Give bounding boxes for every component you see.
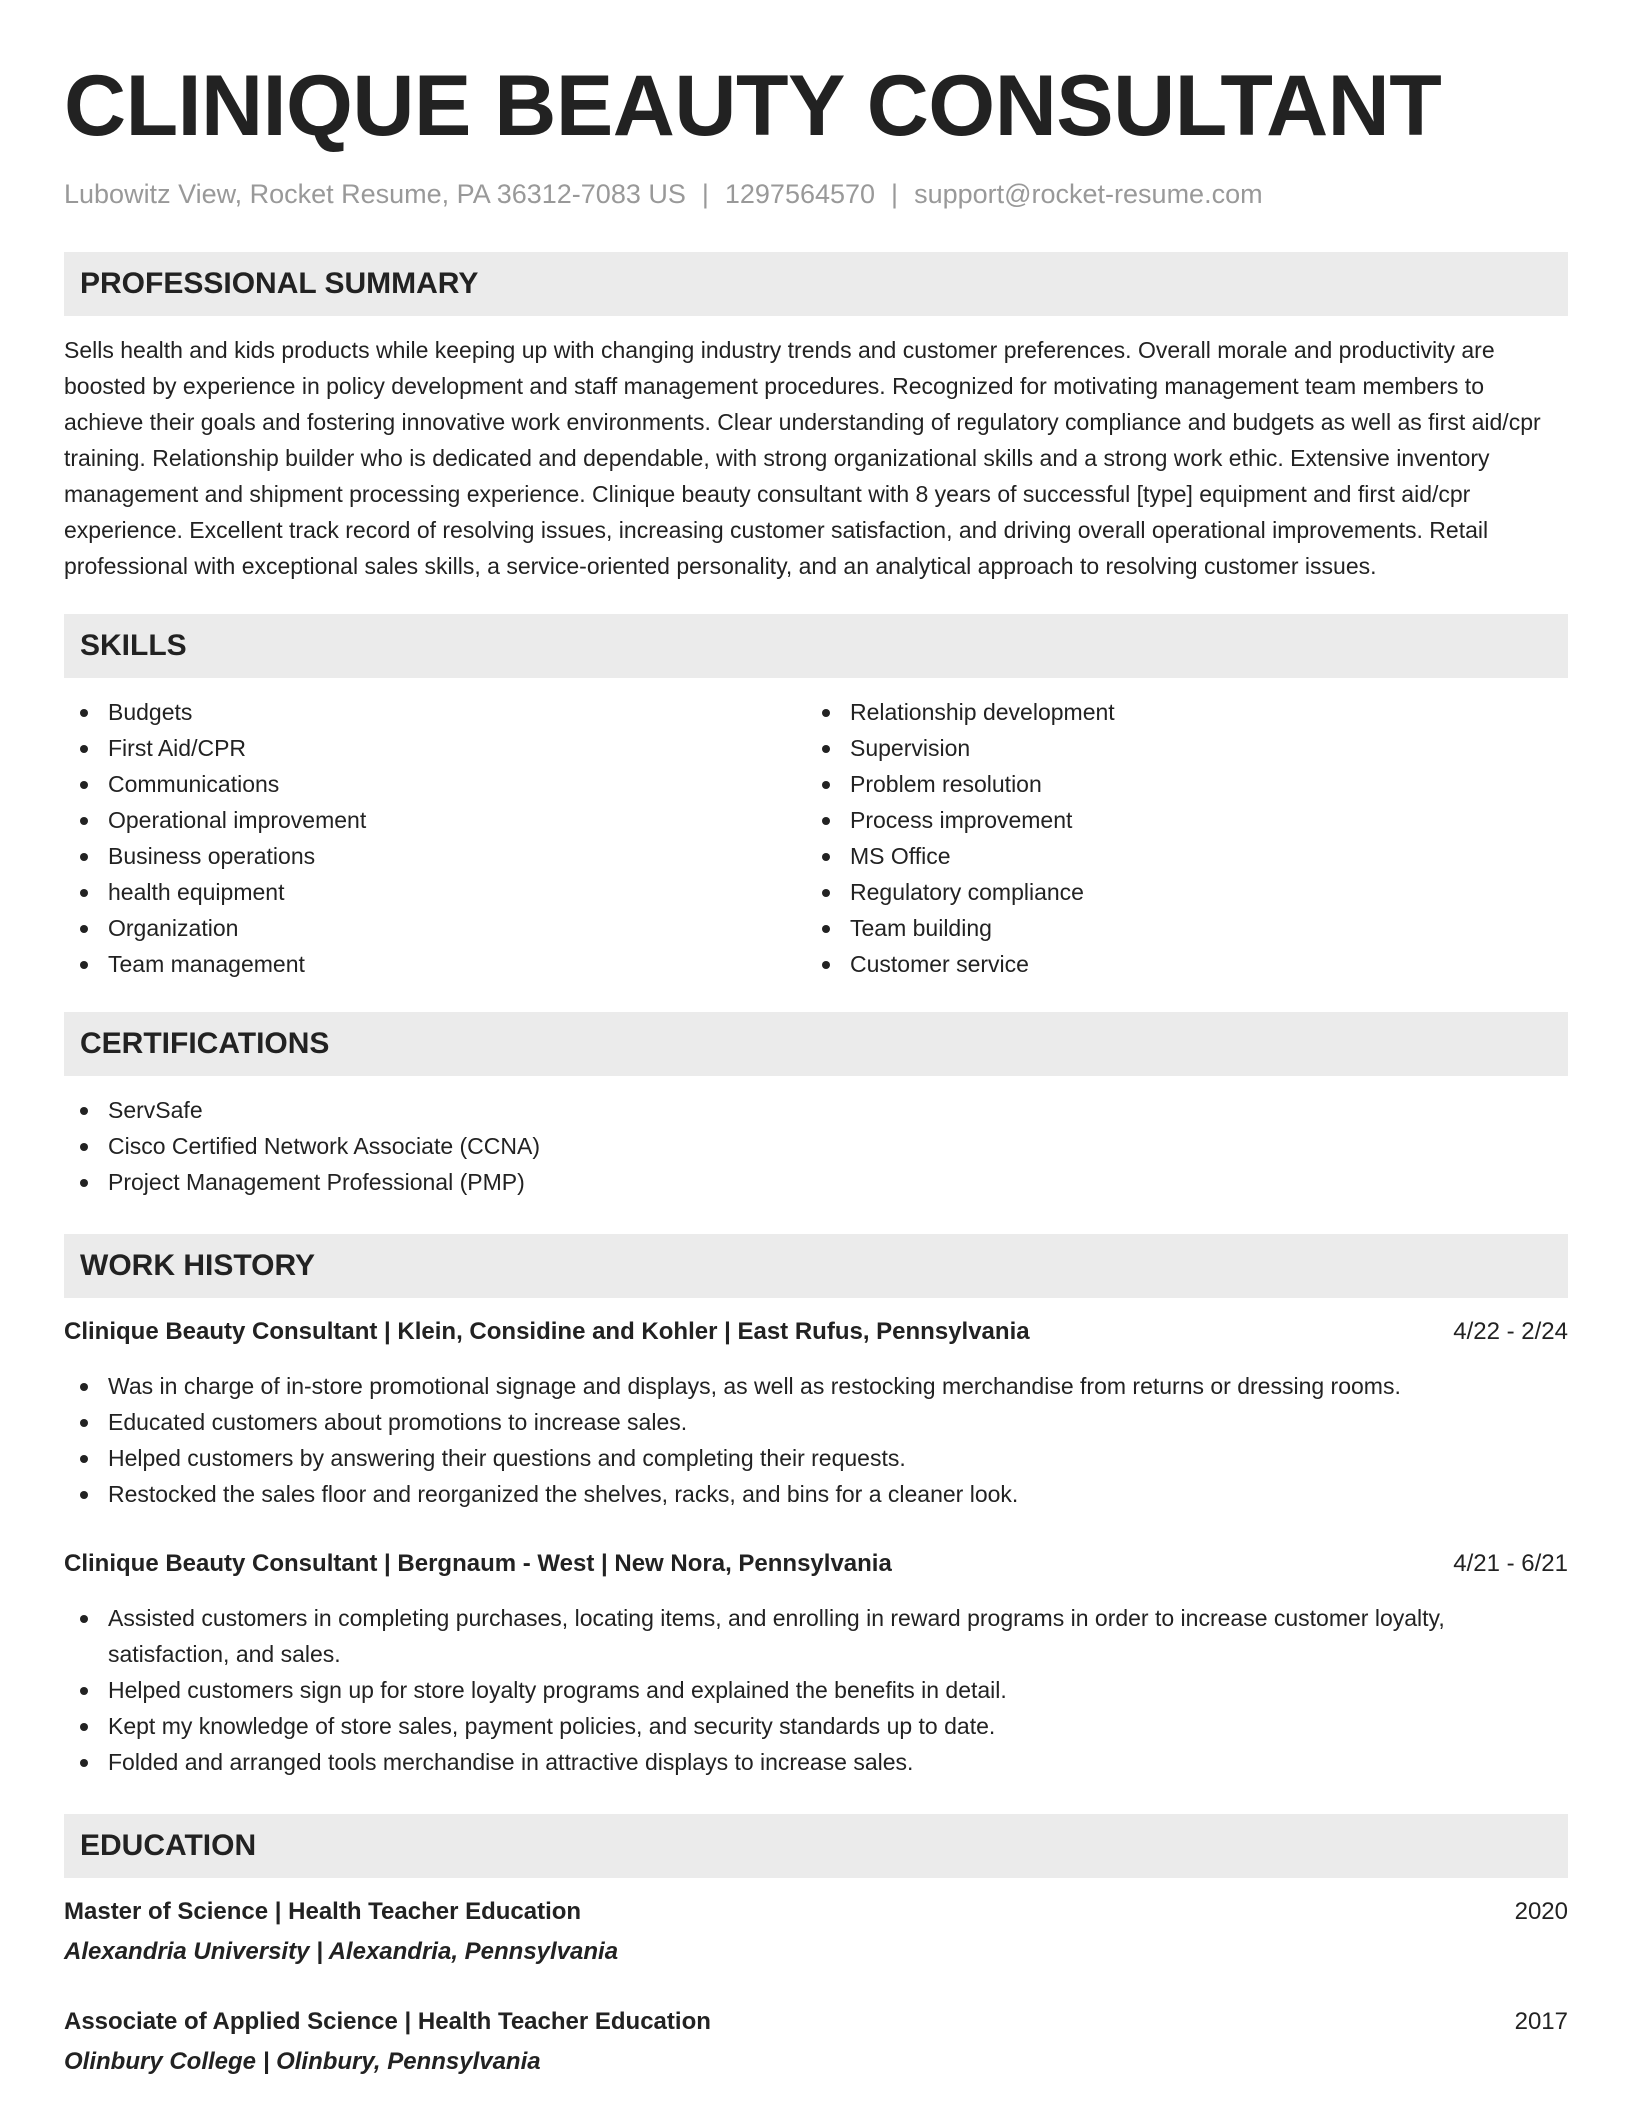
skill-item: Team building: [806, 910, 1548, 946]
job-bullets: [64, 1368, 1568, 1512]
skill-item: Process improvement: [806, 802, 1548, 838]
contact-line: [64, 176, 1568, 212]
job-title: Clinique Beauty Consultant | Klein, Considine and Kohler | East Rufus, Pennsylvania: [64, 1318, 1030, 1345]
skill-item: Communications: [64, 766, 806, 802]
skill-item: Supervision: [806, 730, 1548, 766]
education-entry: [64, 2004, 1568, 2080]
skill-item: Relationship development: [806, 694, 1548, 730]
contact-email: support@rocket-resume.com: [914, 179, 1263, 209]
graduation-year: 2017: [1514, 2008, 1568, 2035]
skills-grid: [64, 694, 1568, 982]
skill-item: Team management: [64, 946, 806, 982]
degree-title: Master of Science | Health Teacher Education: [64, 1898, 582, 1925]
certification-item: Cisco Certified Network Associate (CCNA): [64, 1128, 1568, 1164]
job-bullets: [64, 1600, 1568, 1780]
certification-item: ServSafe: [64, 1092, 1568, 1128]
skill-item: Business operations: [64, 838, 806, 874]
contact-separator: |: [701, 179, 709, 209]
certifications-heading: CERTIFICATIONS: [64, 1012, 1568, 1076]
resume-name: CLINIQUE BEAUTY CONSULTANT: [64, 58, 1442, 154]
job-dates: 4/22 - 2/24: [1453, 1318, 1568, 1345]
skill-item: First Aid/CPR: [64, 730, 806, 766]
skills-left-list: [64, 694, 806, 982]
education-entry: [64, 1894, 1568, 1970]
job-dates: 4/21 - 6/21: [1453, 1550, 1568, 1577]
certifications-list: [64, 1092, 1568, 1200]
summary-text: Sells health and kids products while keeping up with changing industry trends and customer preferences. Overall morale and productivity are boosted by experience in policy development and staff management procedures. Recognized for motivating management team members to achieve their goals and fostering innovative work environments. Clear understanding of regulatory compliance and budgets as well as first aid/cpr training. Relationship builder who is dedicated and dependable, with strong organizational skills and a strong work ethic. Extensive inventory management and shipment processing experience. Clinique beauty consultant with 8 years of successful [type] equipment and first aid/cpr experience. Excellent track record of resolving issues, increasing customer satisfaction, and driving overall operational improvements. Retail professional with exceptional sales skills, a service-oriented personality, and an analytical approach to resolving customer issues.: [64, 337, 1541, 579]
skill-item: MS Office: [806, 838, 1548, 874]
skill-item: health equipment: [64, 874, 806, 910]
work-entry: [64, 1314, 1568, 1512]
job-title: Clinique Beauty Consultant | Bergnaum - West | New Nora, Pennsylvania: [64, 1550, 892, 1577]
graduation-year: 2020: [1514, 1898, 1568, 1925]
skill-item: Operational improvement: [64, 802, 806, 838]
contact-phone: 1297564570: [724, 179, 876, 209]
skills-heading: SKILLS: [64, 614, 1568, 678]
summary-heading: PROFESSIONAL SUMMARY: [64, 252, 1568, 316]
work-entry: [64, 1546, 1568, 1780]
job-bullet: Restocked the sales floor and reorganized the shelves, racks, and bins for a cleaner look.: [64, 1476, 1568, 1512]
job-bullet: Assisted customers in completing purchases, locating items, and enrolling in reward programs in order to increase customer loyalty, satisfaction, and sales.: [64, 1600, 1568, 1672]
job-bullet: Helped customers by answering their questions and completing their requests.: [64, 1440, 1568, 1476]
job-bullet: Was in charge of in-store promotional signage and displays, as well as restocking merchandise from returns or dressing rooms.: [64, 1368, 1568, 1404]
skill-item: Budgets: [64, 694, 806, 730]
job-bullet: Educated customers about promotions to increase sales.: [64, 1404, 1568, 1440]
job-bullet: Kept my knowledge of store sales, payment policies, and security standards up to date.: [64, 1708, 1568, 1744]
certification-item: Project Management Professional (PMP): [64, 1164, 1568, 1200]
work-entry-header: [64, 1314, 1568, 1350]
work-entry-header: [64, 1546, 1568, 1582]
education-entry-header: [64, 2004, 1568, 2040]
job-bullet: Folded and arranged tools merchandise in attractive displays to increase sales.: [64, 1744, 1568, 1780]
skill-item: Problem resolution: [806, 766, 1548, 802]
skill-item: Regulatory compliance: [806, 874, 1548, 910]
school-name: Alexandria University | Alexandria, Pennsylvania: [64, 1938, 619, 1965]
skills-right-list: [806, 694, 1548, 982]
education-entry-header: [64, 1894, 1568, 1930]
contact-address: Lubowitz View, Rocket Resume, PA 36312-7083 US: [64, 179, 686, 209]
skill-item: Organization: [64, 910, 806, 946]
contact-separator: |: [891, 179, 899, 209]
skill-item: Customer service: [806, 946, 1548, 982]
school-name: Olinbury College | Olinbury, Pennsylvania: [64, 2048, 541, 2075]
job-bullet: Helped customers sign up for store loyalty programs and explained the benefits in detail.: [64, 1672, 1568, 1708]
work-history-heading: WORK HISTORY: [64, 1234, 1568, 1298]
education-heading: EDUCATION: [64, 1814, 1568, 1878]
degree-title: Associate of Applied Science | Health Teacher Education: [64, 2008, 711, 2035]
resume-page: [64, 0, 1568, 2080]
